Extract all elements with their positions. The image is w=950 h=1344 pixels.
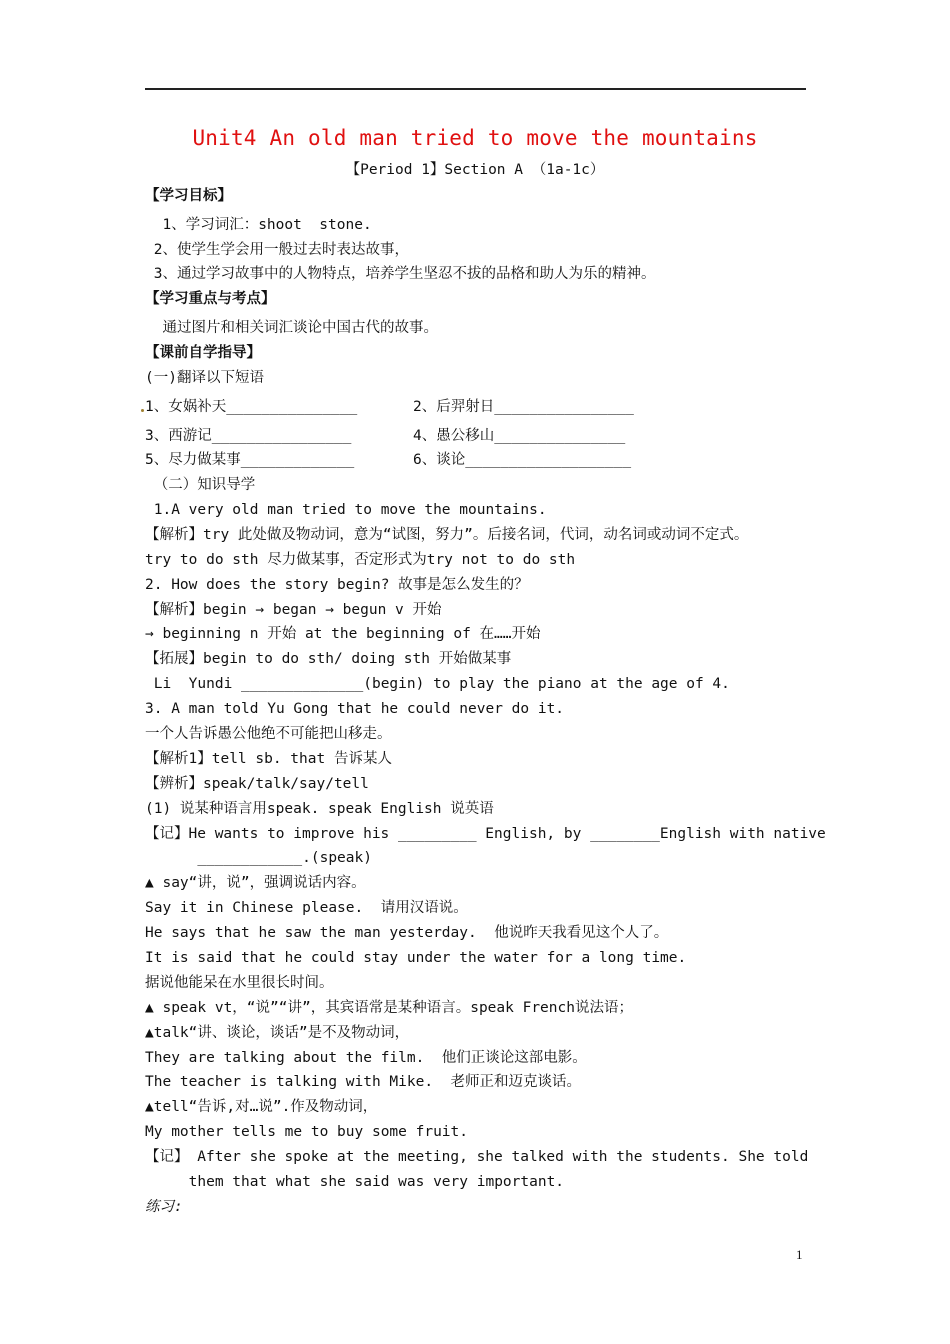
goal-item: 1、学习词汇：shoot stone. xyxy=(145,217,372,233)
text-line: 【辨析】speak/talk/say/tell xyxy=(145,776,369,792)
text-line: 【解析】try 此处做及物动词，意为“试图，努力”。后接名词，代词，动名词或动词不定式。 xyxy=(145,527,749,543)
page-title: Unit4 An old man tried to move the mountains xyxy=(192,126,758,150)
text-line: Say it in Chinese please. 请用汉语说。 xyxy=(145,900,468,916)
translation-item: 3、西游记________________ xyxy=(145,428,352,444)
section-heading: (一)翻译以下短语 xyxy=(145,370,264,386)
text-line: My mother tells me to buy some fruit. xyxy=(145,1124,469,1140)
text-line: He says that he saw the man yesterday. 他说昨天我看见这个人了。 xyxy=(145,925,669,941)
translation-item: 6、谈论___________________ xyxy=(413,452,632,468)
key-point-text: 通过图片和相关词汇谈论中国古代的故事。 xyxy=(145,320,438,336)
goal-item: 2、使学生学会用一般过去时表达故事， xyxy=(145,242,409,258)
text-line: 2. How does the story begin? 故事是怎么发生的？ xyxy=(145,577,529,593)
heading-key-points: 【学习重点与考点】 xyxy=(145,291,276,307)
translation-item: 4、愚公移山_______________ xyxy=(413,428,626,444)
text-line: 【记】 After she spoke at the meeting, she talked with the students. She told xyxy=(145,1149,809,1165)
header-rule xyxy=(145,88,806,90)
text-line: them that what she said was very important. xyxy=(145,1174,565,1190)
translation-item: 5、尽力做某事_____________ xyxy=(145,452,355,468)
text-line: It is said that he could stay under the water for a long time. xyxy=(145,950,687,966)
text-line: 1.A very old man tried to move the mountains. xyxy=(145,502,547,518)
text-line: 【解析1】tell sb. that 告诉某人 xyxy=(145,751,392,767)
text-line: They are talking about the film. 他们正谈论这部电影。 xyxy=(145,1050,587,1066)
text-line: 【拓展】begin to do sth/ doing sth 开始做某事 xyxy=(145,651,512,667)
heading-learning-goals: 【学习目标】 xyxy=(145,188,232,204)
goal-item: 3、通过学习故事中的人物特点，培养学生坚忍不拔的品格和助人为乐的精神。 xyxy=(145,266,656,282)
stray-mark xyxy=(141,409,144,412)
text-line: ▲ speak vt，“说”“讲”，其宾语常是某种语言。speak French说法语； xyxy=(145,1000,633,1016)
heading-preview-guide: 【课前自学指导】 xyxy=(145,345,261,361)
text-line: (1) 说某种语言用speak. speak English 说英语 xyxy=(145,801,494,817)
text-line: 据说他能呆在水里很长时间。 xyxy=(145,975,334,991)
section-heading: （二）知识导学 xyxy=(145,477,256,493)
text-line: try to do sth 尽力做某事，否定形式为try not to do sth xyxy=(145,552,576,568)
translation-item: 2、后羿射日________________ xyxy=(413,399,634,415)
text-line: ▲talk“讲、谈论，谈话”是不及物动词， xyxy=(145,1025,410,1041)
text-line: Li Yundi ______________(begin) to play the piano at the age of 4. xyxy=(145,676,730,692)
text-line: 一个人告诉愚公他绝不可能把山移走。 xyxy=(145,726,392,742)
text-line: ____________.(speak) xyxy=(145,850,372,866)
text-line: The teacher is talking with Mike. 老师正和迈克谈话。 xyxy=(145,1074,582,1090)
text-line: ▲tell“告诉,对…说”.作及物动词， xyxy=(145,1099,378,1115)
exercise-label: 练习: xyxy=(145,1199,183,1215)
text-line: 3. A man told Yu Gong that he could never do it. xyxy=(145,701,565,717)
text-line: ▲ say“讲，说”，强调说话内容。 xyxy=(145,875,366,891)
page-subtitle: 【Period 1】Section A （1a-1c） xyxy=(345,162,605,178)
text-line: 【记】He wants to improve his _________ English, by ________English with native xyxy=(145,826,826,842)
text-line: → beginning n 开始 at the beginning of 在……开始 xyxy=(145,626,541,642)
page-number: 1 xyxy=(796,1247,803,1262)
text-line: 【解析】begin → began → begun v 开始 xyxy=(145,602,442,618)
translation-item: 1、女娲补天_______________ xyxy=(145,399,358,415)
